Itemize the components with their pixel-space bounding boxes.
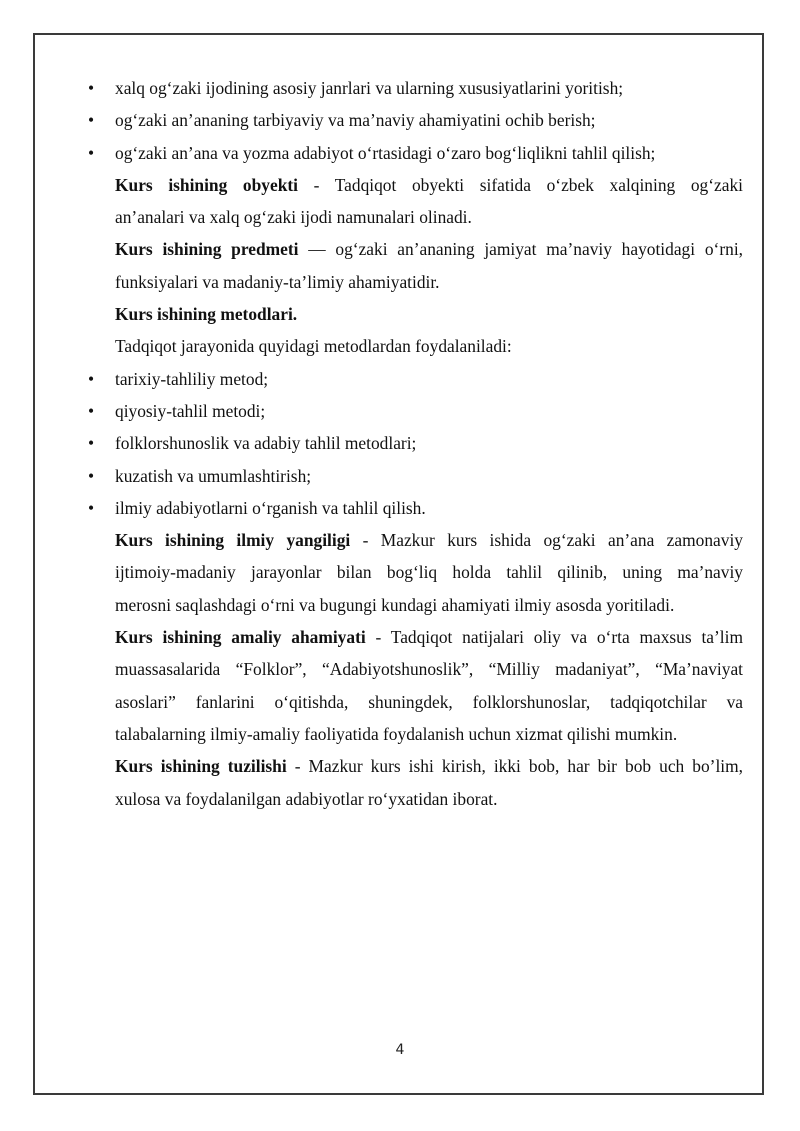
- list-item: • folklorshunoslik va adabiy tahlil metodlari;: [84, 427, 743, 459]
- bullet-icon: •: [88, 433, 95, 454]
- methods-intro: Tadqiqot jarayonida quyidagi metodlardan foydalaniladi:: [115, 336, 512, 357]
- practical-label: Kurs ishining amaliy ahamiyati: [115, 627, 366, 648]
- list-item: • kuzatish va umumlashtirish;: [84, 460, 743, 492]
- structure-label: Kurs ishining tuzilishi: [115, 756, 287, 777]
- structure-paragraph: Kurs ishining tuzilishi - Mazkur kurs ishi kirish, ikki bob, har bir bob uch bo’lim, xulosa va foydalanilgan adabiyotlar ro‘yxatidan iborat.: [115, 756, 743, 809]
- bullet-icon: •: [88, 78, 95, 98]
- page-number: 4: [395, 1042, 405, 1058]
- list-item: • og‘zaki an’ananing tarbiyaviy va ma’naviy ahamiyatini ochib berish;: [84, 104, 743, 136]
- object-label: Kurs ishining obyekti: [115, 174, 299, 195]
- bullet-icon: •: [88, 368, 95, 389]
- list-item: • ilmiy adabiyotlarni o‘rganish va tahlil qilish.: [84, 492, 743, 524]
- bullet-icon: •: [88, 497, 95, 518]
- subject-paragraph: Kurs ishining predmeti — og‘zaki an’ananing jamiyat ma’naviy hayotidagi o‘rni, funksiyalari va madaniy-ta’limiy ahamiyatidir.: [115, 239, 743, 292]
- list-item: • xalq og‘zaki ijodining asosiy janrlari va ularning xususiyatlarini yoritish;: [84, 72, 743, 104]
- novelty-paragraph: Kurs ishining ilmiy yangiligi - Mazkur kurs ishida og‘zaki an’ana zamonaviy ijtimoiy-madaniy jarayonlar bilan bog‘liq holda tahlil qilinib, uning ma’naviy merosni saqlashdagi o‘rni va bugungi kundagi ahamiyati ilmiy asosda yoritiladi.: [115, 530, 743, 615]
- subject-label: Kurs ishining predmeti: [115, 239, 299, 260]
- list-item: • tarixiy-tahliliy metod;: [84, 363, 743, 395]
- bullet-icon: •: [88, 465, 95, 486]
- practical-paragraph: Kurs ishining amaliy ahamiyati - Tadqiqot natijalari oliy va o‘rta maxsus ta’lim muassasalarida “Folklor”, “Adabiyotshunoslik”, “Milliy madaniyat”, “Ma’naviyat asoslari” fanlarini o‘qitishda, shuningdek, folklorshunoslar, tadqiqotchilar va talabalarning ilmiy-amaliy faoliyatida foydalanish uchun xizmat qilishi mumkin.: [115, 627, 743, 744]
- page-content: [84, 72, 743, 815]
- bullet-icon: •: [88, 142, 95, 163]
- bullet-icon: •: [88, 110, 95, 131]
- methods-heading: Kurs ishining metodlari.: [115, 304, 298, 325]
- novelty-label: Kurs ishining ilmiy yangiligi: [115, 530, 351, 551]
- list-item: • qiyosiy-tahlil metodi;: [84, 395, 743, 427]
- list-item: • og‘zaki an’ana va yozma adabiyot o‘rtasidagi o‘zaro bog‘liqlikni tahlil qilish;: [84, 137, 743, 169]
- object-paragraph: Kurs ishining obyekti - Tadqiqot obyekti sifatida o‘zbek xalqining og‘zaki an’analari va xalq og‘zaki ijodi namunalari olinadi.: [115, 174, 744, 228]
- bullet-icon: •: [88, 400, 95, 421]
